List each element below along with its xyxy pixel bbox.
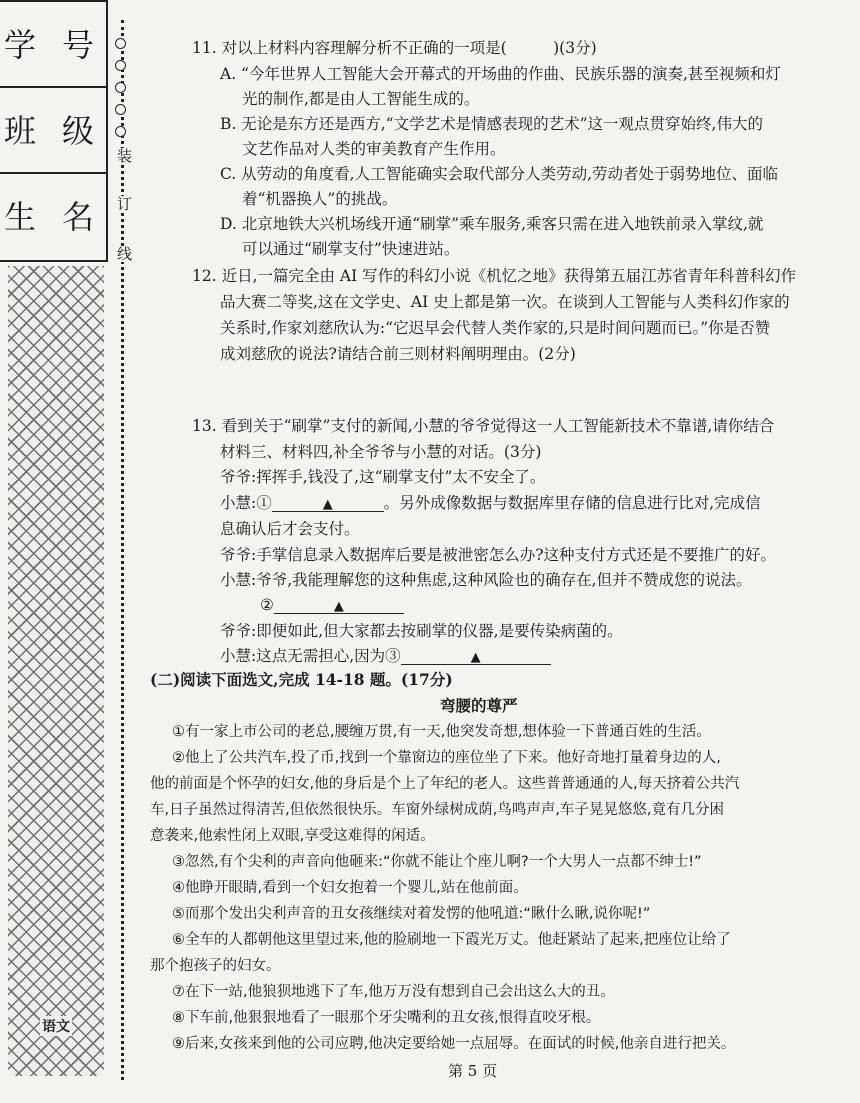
q11-option-d-cont: 可以通过“刷掌支付”快速进站。 — [242, 240, 460, 258]
q12-answer-space[interactable] — [220, 368, 840, 414]
binding-dotted-line — [121, 20, 124, 1080]
passage-paragraph: ④他睁开眼睛,看到一个妇女抱着一个婴儿,站在他前面。 — [172, 880, 528, 896]
passage-paragraph: ⑥全车的人都朝他这里望过来,他的脸刷地一下霞光万丈。他赶紧站了起来,把座位让给了 — [172, 932, 731, 948]
answer-blank-1[interactable]: ▲ — [272, 495, 384, 512]
passage-paragraph: 意袭来,他索性闭上双眼,享受这难得的闲适。 — [150, 828, 435, 844]
passage-paragraph: ③忽然,有个尖利的声音向他砸来:“你就不能让个座儿啊?一个大男人一点都不绅士!” — [172, 854, 702, 870]
binding-hole-icon — [115, 60, 126, 71]
q11-option-d: D. 北京地铁大兴机场线开通“刷掌”乘车服务,乘客只需在进入地铁前录入掌纹,就 — [220, 215, 764, 233]
binding-hole-icon — [115, 82, 126, 93]
binding-char-xian: 线 — [117, 245, 133, 263]
passage-paragraph: 他的前面是个怀孕的妇女,他的身后是个上了年纪的老人。这些普普通通的人,每天挤着公共汽 — [150, 776, 740, 792]
binding-char-zhuang: 装 — [117, 147, 133, 165]
q11-option-a-cont: 光的制作,都是由人工智能生成的。 — [242, 90, 480, 108]
q12-line-1: 12. 近日,一篇完全由 AI 写作的科幻小说《机忆之地》获得第五届江苏省青年科普科幻作 — [192, 267, 797, 285]
passage-paragraph: ⑤而那个发出尖利声音的丑女孩继续对着发愣的他吼道:“瞅什么瞅,说你呢!” — [172, 906, 651, 922]
q12-line-2: 品大赛二等奖,这在文学史、AI 史上都是第一次。在谈到人工智能与人类科幻作家的 — [220, 293, 790, 311]
passage-paragraph: ⑦在下一站,他狼狈地逃下了车,他万万没有想到自己会出这么大的丑。 — [172, 984, 615, 1000]
q11-option-b-cont: 文艺作品对人类的审美教育产生作用。 — [242, 140, 506, 158]
passage-paragraph: ①有一家上市公司的老总,腰缠万贯,有一天,他突发奇想,想体验一下普通百姓的生活。 — [172, 724, 711, 740]
q11-option-b: B. 无论是东方还是西方,“文学艺术是情感表现的艺术”这一观点贯穿始终,伟大的 — [220, 115, 763, 133]
q11-option-a: A. “今年世界人工智能大会开幕式的开场曲的作曲、民族乐器的演奏,甚至视频和灯 — [220, 65, 781, 83]
subject-label: 语文 — [40, 1016, 72, 1036]
page-number: 第 5 页 — [448, 1062, 498, 1080]
passage-paragraph: ⑨后来,女孩来到他的公司应聘,他决定要给她一点屈辱。在面试的时候,他亲自进行把关。 — [172, 1036, 736, 1052]
binding-hole-icon — [115, 104, 126, 115]
binding-hole-icon — [115, 38, 126, 49]
class-field: 班 级 — [0, 88, 106, 174]
passage-title: 弯腰的尊严 — [440, 696, 518, 715]
q11-option-c: C. 从劳动的角度看,人工智能确实会取代部分人类劳动,劳动者处于弱势地位、面临 — [220, 165, 779, 183]
decorative-pattern — [8, 266, 104, 1076]
binding-char-ding: 订 — [117, 195, 133, 213]
q13-dialogue-grandpa-2: 爷爷:手掌信息录入数据库后要是被泄密怎么办?这种支付方式还是不要推广的好。 — [220, 546, 777, 564]
student-id-field: 学 号 — [0, 2, 106, 88]
q12-line-4: 成刘慈欣的说法?请结合前三则材料阐明理由。(2分) — [220, 345, 576, 363]
q11-stem: 11. 对以上材料内容理解分析不正确的一项是( )(3分) — [192, 39, 597, 57]
binding-strip — [0, 0, 110, 1103]
q13-dialogue-xiaohui-2: 小慧:爷爷,我能理解您的这种焦虑,这种风险也的确存在,但并不赞成您的说法。 — [220, 571, 752, 589]
q13-dialogue-xiaohui-3: 小慧:这点无需担心,因为③ ▲ — [220, 646, 551, 666]
q12-line-3: 关系时,作家刘慈欣认为:“它迟早会代替人类作家的,只是时间问题而已。”你是否赞 — [220, 319, 771, 337]
q11-option-c-cont: 着“机器换人”的挑战。 — [242, 190, 398, 208]
q13-dialogue-grandpa-1: 爷爷:挥挥手,钱没了,这“刷掌支付”太不安全了。 — [220, 468, 546, 486]
passage-paragraph: 那个抱孩子的妇女。 — [150, 958, 281, 974]
binding-hole-icon — [115, 126, 126, 137]
passage-paragraph: 车,日子虽然过得清苦,但依然很快乐。车窗外绿树成荫,鸟鸣声声,车子晃晃悠悠,竟有几分困 — [150, 802, 725, 818]
q13-dialogue-xiaohui-2-blank: ② ▲ — [260, 595, 404, 615]
q13-line-1: 13. 看到关于“刷掌”支付的新闻,小慧的爷爷觉得这一人工智能新技术不靠谱,请你结合 — [192, 417, 775, 435]
section2-heading: (二)阅读下面选文,完成 14-18 题。(17分) — [150, 670, 453, 689]
student-info-box — [0, 0, 108, 262]
passage-paragraph: ②他上了公共汽车,投了币,找到一个靠窗边的座位坐了下来。他好奇地打量着身边的人, — [172, 750, 721, 766]
q13-dialogue-xiaohui-1-cont: 息确认后才会支付。 — [220, 520, 360, 538]
q13-dialogue-xiaohui-1: 小慧:① ▲ 。另外成像数据与数据库里存储的信息进行比对,完成信 — [220, 494, 761, 512]
answer-blank-2[interactable]: ▲ — [274, 597, 404, 614]
q13-dialogue-grandpa-3: 爷爷:即便如此,但大家都去按刷掌的仪器,是要传染病菌的。 — [220, 622, 623, 640]
answer-blank-3[interactable]: ▲ — [401, 648, 551, 665]
passage-paragraph: ⑧下车前,他狠狠地看了一眼那个牙尖嘴利的丑女孩,恨得直咬牙根。 — [172, 1010, 601, 1026]
name-field: 生 名 — [4, 198, 95, 236]
q13-line-2: 材料三、材料四,补全爷爷与小慧的对话。(3分) — [220, 443, 542, 461]
